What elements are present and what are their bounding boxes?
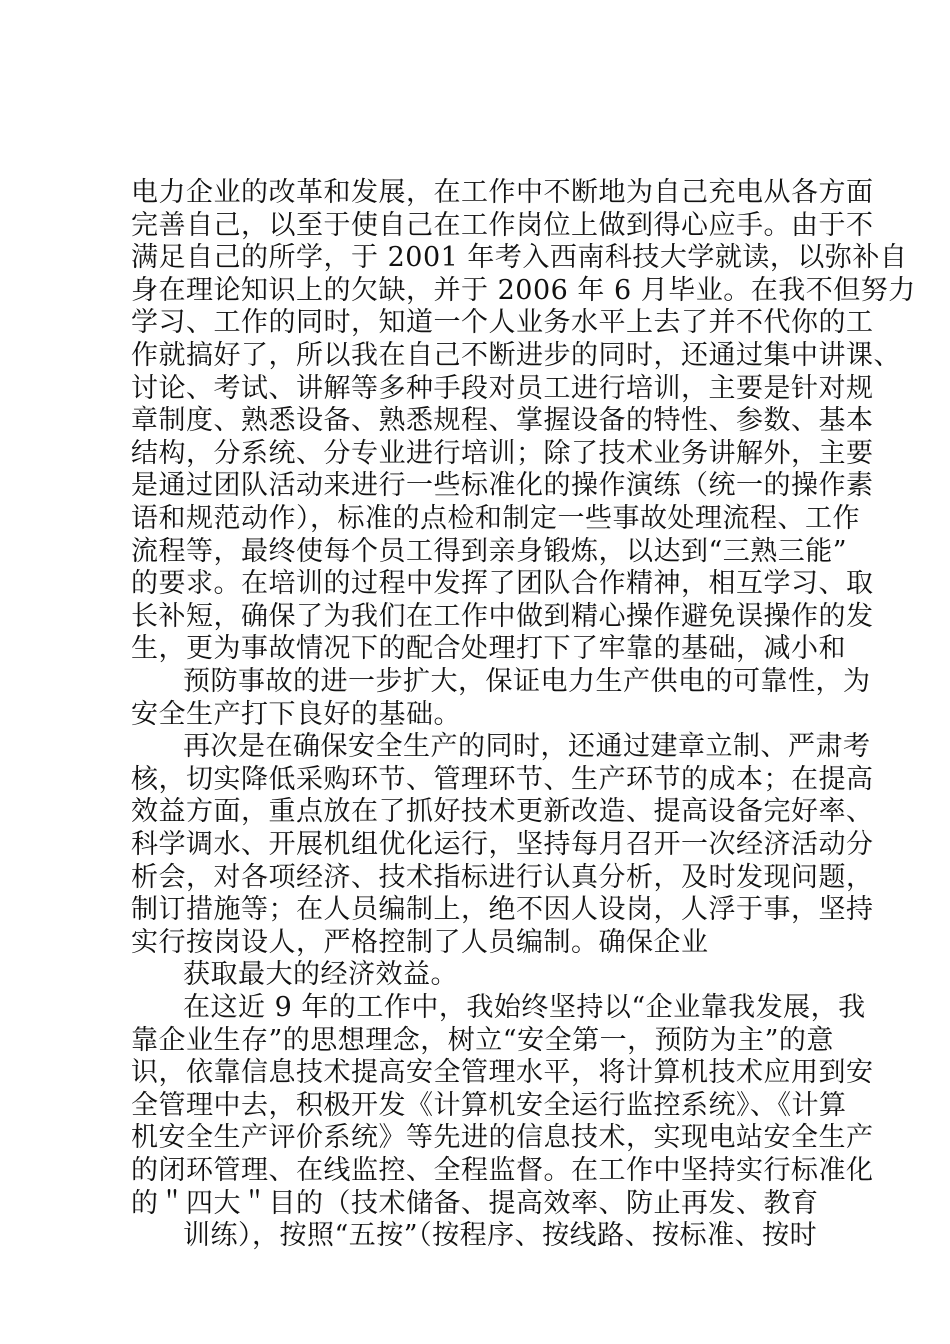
text-line: 满足自己的所学，于 2001 年考入西南科技大学就读，以弥补自 xyxy=(131,242,908,274)
text-line: 电力企业的改革和发展，在工作中不断地为自己充电从各方面 xyxy=(131,177,874,208)
text-line: 效益方面，重点放在了抓好技术更新改造、提高设备完好率、 xyxy=(131,796,874,828)
text-line: 在这近 9 年的工作中，我始终坚持以“企业靠我发展，我 xyxy=(183,992,866,1023)
text-line: 作就搞好了，所以我在自己不断进步的同时，还通过集中讲课、 xyxy=(131,340,901,371)
text-line: 讨论、考试、讲解等多种手段对员工进行培训，主要是针对规 xyxy=(131,372,874,404)
text-line: 识，依靠信息技术提高安全管理水平，将计算机技术应用到安 xyxy=(131,1057,874,1089)
text-line: 生，更为事故情况下的配合处理打下了牢靠的基础，减小和 xyxy=(131,633,846,665)
text-line: 是通过团队活动来进行一些标准化的操作演练（统一的操作素 xyxy=(131,470,874,502)
text-line: 全管理中去，积极开发《计算机安全运行监控系统》、《计算 xyxy=(131,1089,847,1121)
text-line: 安全生产打下良好的基础。 xyxy=(131,698,461,730)
text-line: 语和规范动作），标准的点检和制定一些事故处理流程、工作 xyxy=(131,503,860,534)
text-line: 预防事故的进一步扩大，保证电力生产供电的可靠性，为 xyxy=(183,666,871,697)
text-line: 核，切实降低采购环节、管理环节、生产环节的成本；在提高 xyxy=(131,763,874,795)
text-line: 析会，对各项经济、技术指标进行认真分析，及时发现问题， xyxy=(131,861,874,893)
text-line: 科学调水、开展机组优化运行，坚持每月召开一次经济活动分 xyxy=(131,829,874,860)
text-line: 结构，分系统、分专业进行培训；除了技术业务讲解外，主要 xyxy=(131,437,874,469)
text-line: 靠企业生存”的思想理念，树立“安全第一，预防为主”的意 xyxy=(131,1024,834,1056)
text-line: 获取最大的经济效益。 xyxy=(183,959,458,991)
text-line: 机安全生产评价系统》等先进的信息技术，实现电站安全生产 xyxy=(131,1122,874,1154)
text-line: 流程等，最终使每个员工得到亲身锻炼，以达到“三熟三能” xyxy=(131,535,848,567)
text-line: 长补短，确保了为我们在工作中做到精心操作避免误操作的发 xyxy=(131,600,874,632)
text-line: 的＂四大＂目的（技术储备、提高效率、防止再发、教育 xyxy=(131,1187,819,1219)
text-line: 完善自己，以至于使自己在工作岗位上做到得心应手。由于不 xyxy=(131,209,874,241)
text-line: 制订措施等；在人员编制上，绝不因人设岗，人浮于事，坚持 xyxy=(131,894,874,926)
text-line: 训练），按照“五按”（按程序、按线路、按标准、按时 xyxy=(183,1220,818,1252)
text-line: 实行按岗设人，严格控制了人员编制。确保企业 xyxy=(131,926,709,958)
text-line: 再次是在确保安全生产的同时，还通过建章立制、严肃考 xyxy=(183,731,871,763)
text-line: 的要求。在培训的过程中发挥了团队合作精神，相互学习、取 xyxy=(131,568,874,600)
text-line: 章制度、熟悉设备、熟悉规程、掌握设备的特性、参数、基本 xyxy=(131,405,874,437)
text-line: 身在理论知识上的欠缺，并于 2006 年 6 月毕业。在我不但努力 xyxy=(131,274,916,306)
text-line: 的闭环管理、在线监控、全程监督。在工作中坚持实行标准化 xyxy=(131,1155,874,1186)
text-line: 学习、工作的同时，知道一个人业务水平上去了并不代你的工 xyxy=(131,307,874,339)
